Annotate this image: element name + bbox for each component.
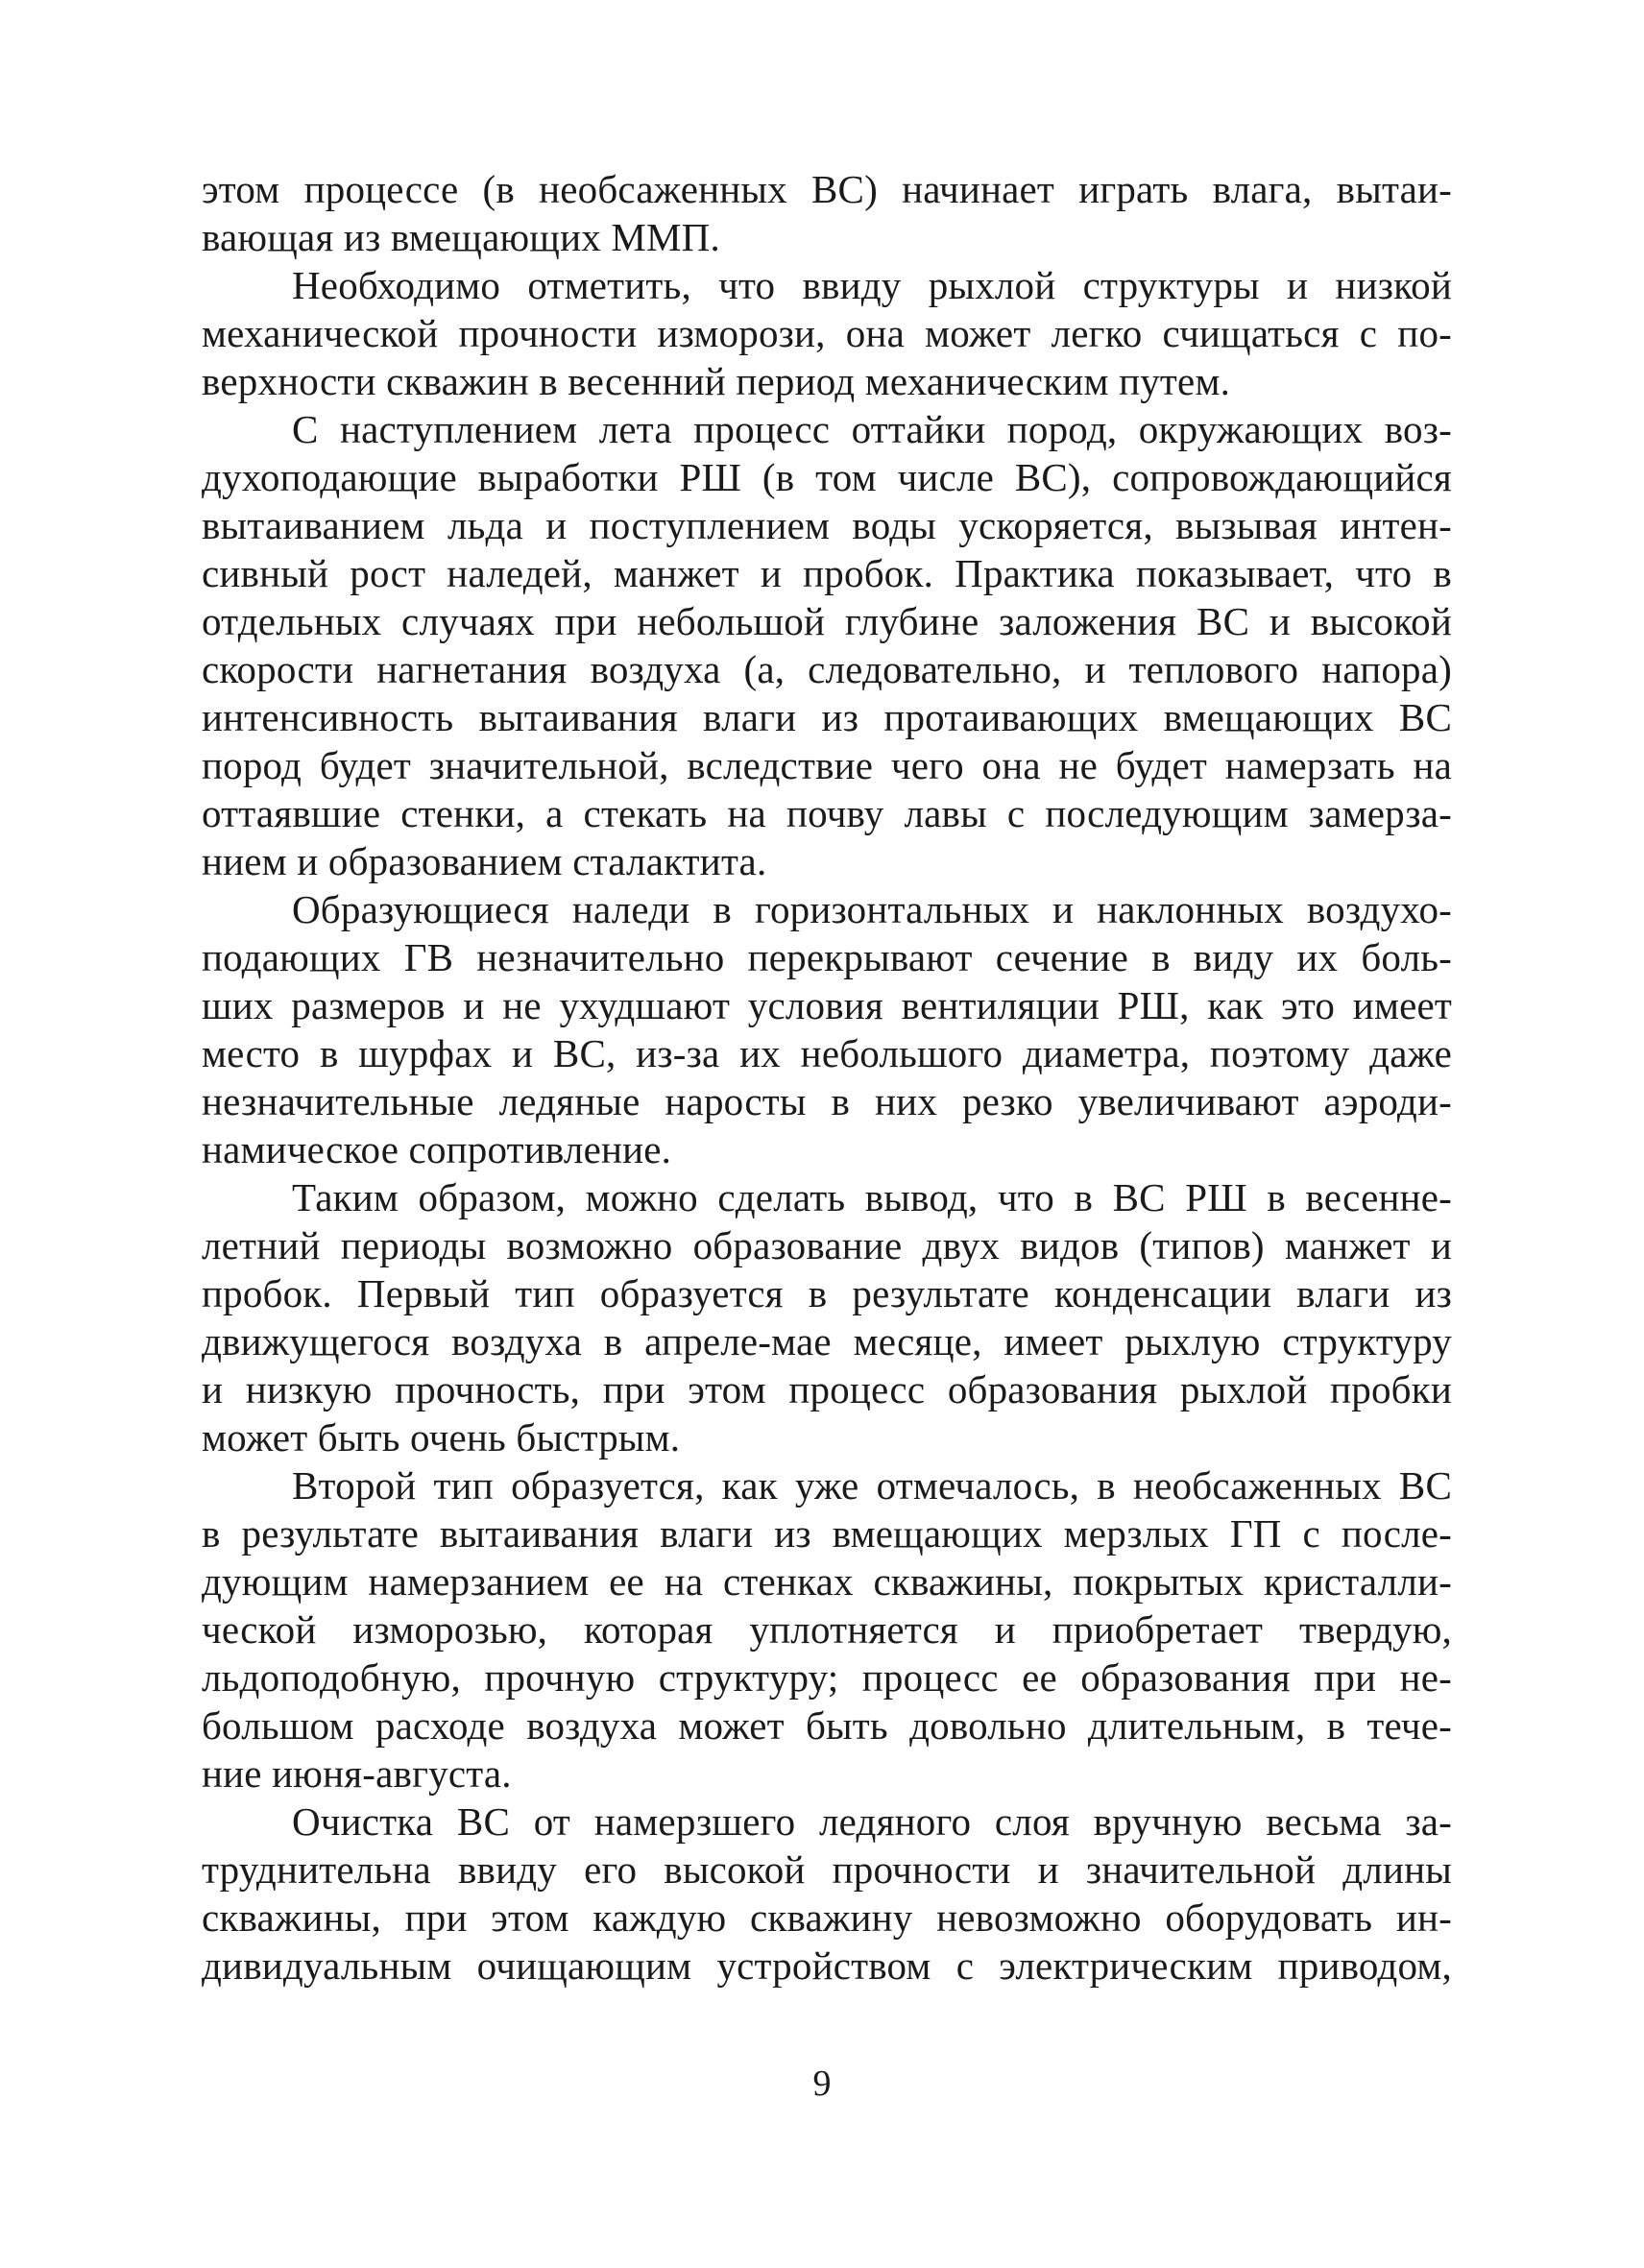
text-line: намическое сопротивление. <box>202 1127 672 1171</box>
text-line: место в шурфах и ВС, из-за их небольшого диаметра, поэтому даже <box>202 1031 1452 1075</box>
paragraph <box>202 1461 1452 1798</box>
text-line: дующим намерзанием ее на стенках скважины, покрытых кристалли- <box>202 1559 1452 1604</box>
text-line: нием и образованием сталактита. <box>202 839 767 883</box>
paragraph <box>202 405 1452 885</box>
text-line: интенсивность вытаивания влаги из протаивающих вмещающих ВС <box>202 695 1452 739</box>
text-line: духоподающие выработки РШ (в том числе ВС), сопровождающийся <box>202 455 1452 499</box>
paragraph <box>202 1798 1452 1990</box>
page-number: 9 <box>812 2063 832 2104</box>
paragraph <box>202 1173 1452 1461</box>
text-line: ших размеров и не ухудшают условия вентиляции РШ, как это имеет <box>202 983 1452 1027</box>
text-line: сивный рост наледей, манжет и пробок. Практика показывает, что в <box>202 551 1452 595</box>
text-line: большом расходе воздуха может быть довольно длительным, в тече- <box>202 1703 1452 1748</box>
paragraph <box>202 885 1452 1173</box>
text-line: незначительные ледяные наросты в них резко увеличивают аэроди- <box>202 1079 1452 1123</box>
text-line: оттаявшие стенки, а стекать на почву лавы с последующим замерза- <box>202 791 1452 835</box>
text-line: механической прочности изморози, она может легко счищаться с по- <box>202 311 1452 355</box>
text-line: в результате вытаивания влаги из вмещающих мерзлых ГП с после- <box>202 1511 1452 1556</box>
text-line: подающих ГВ незначительно перекрывают сечение в виду их боль- <box>202 935 1452 979</box>
text-line: С наступлением лета процесс оттайки пород, окружающих воз- <box>292 407 1452 451</box>
text-line: скорости нагнетания воздуха (а, следовательно, и теплового напора) <box>202 647 1452 691</box>
text-line: вающая из вмещающих ММП. <box>202 215 720 259</box>
text-line: труднительна ввиду его высокой прочности и значительной длины <box>202 1847 1452 1892</box>
text-line: Необходимо отметить, что ввиду рыхлой структуры и низкой <box>292 263 1452 307</box>
text-line: льдоподобную, прочную структуру; процесс ее образования при не- <box>202 1655 1452 1700</box>
text-line: движущегося воздуха в апреле-мае месяце, имеет рыхлую структуру <box>202 1319 1452 1363</box>
text-line: верхности скважин в весенний период механическим путем. <box>202 359 1231 403</box>
text-line: отдельных случаях при небольшой глубине заложения ВС и высокой <box>202 599 1452 643</box>
text-line: Таким образом, можно сделать вывод, что в ВС РШ в весенне- <box>292 1175 1452 1219</box>
text-line: летний периоды возможно образование двух видов (типов) манжет и <box>202 1223 1452 1267</box>
text-line: этом процессе (в необсаженных ВС) начинает играть влага, вытаи- <box>202 167 1452 211</box>
text-line: и низкую прочность, при этом процесс образования рыхлой пробки <box>202 1367 1452 1411</box>
paragraph <box>202 165 1452 261</box>
text-line: пород будет значительной, вследствие чего она не будет намерзать на <box>202 743 1452 787</box>
page-body <box>202 165 1452 1990</box>
text-line: вытаиванием льда и поступлением воды ускоряется, вызывая интен- <box>202 503 1452 547</box>
text-line: скважины, при этом каждую скважину невозможно оборудовать ин- <box>202 1895 1452 1940</box>
text-line: Образующиеся наледи в горизонтальных и наклонных воздухо- <box>292 887 1452 931</box>
paragraph <box>202 261 1452 405</box>
text-line: может быть очень быстрым. <box>202 1415 681 1460</box>
text-line: Второй тип образуется, как уже отмечалось, в необсаженных ВС <box>292 1463 1452 1508</box>
text-line: Очистка ВС от намерзшего ледяного слоя вручную весьма за- <box>292 1799 1452 1844</box>
text-line: ческой изморозью, которая уплотняется и приобретает твердую, <box>202 1607 1452 1652</box>
text-line: пробок. Первый тип образуется в результате конденсации влаги из <box>202 1271 1452 1315</box>
text-line: дивидуальным очищающим устройством с электрическим приводом, <box>202 1943 1452 1988</box>
text-line: ние июня-августа. <box>202 1751 512 1796</box>
